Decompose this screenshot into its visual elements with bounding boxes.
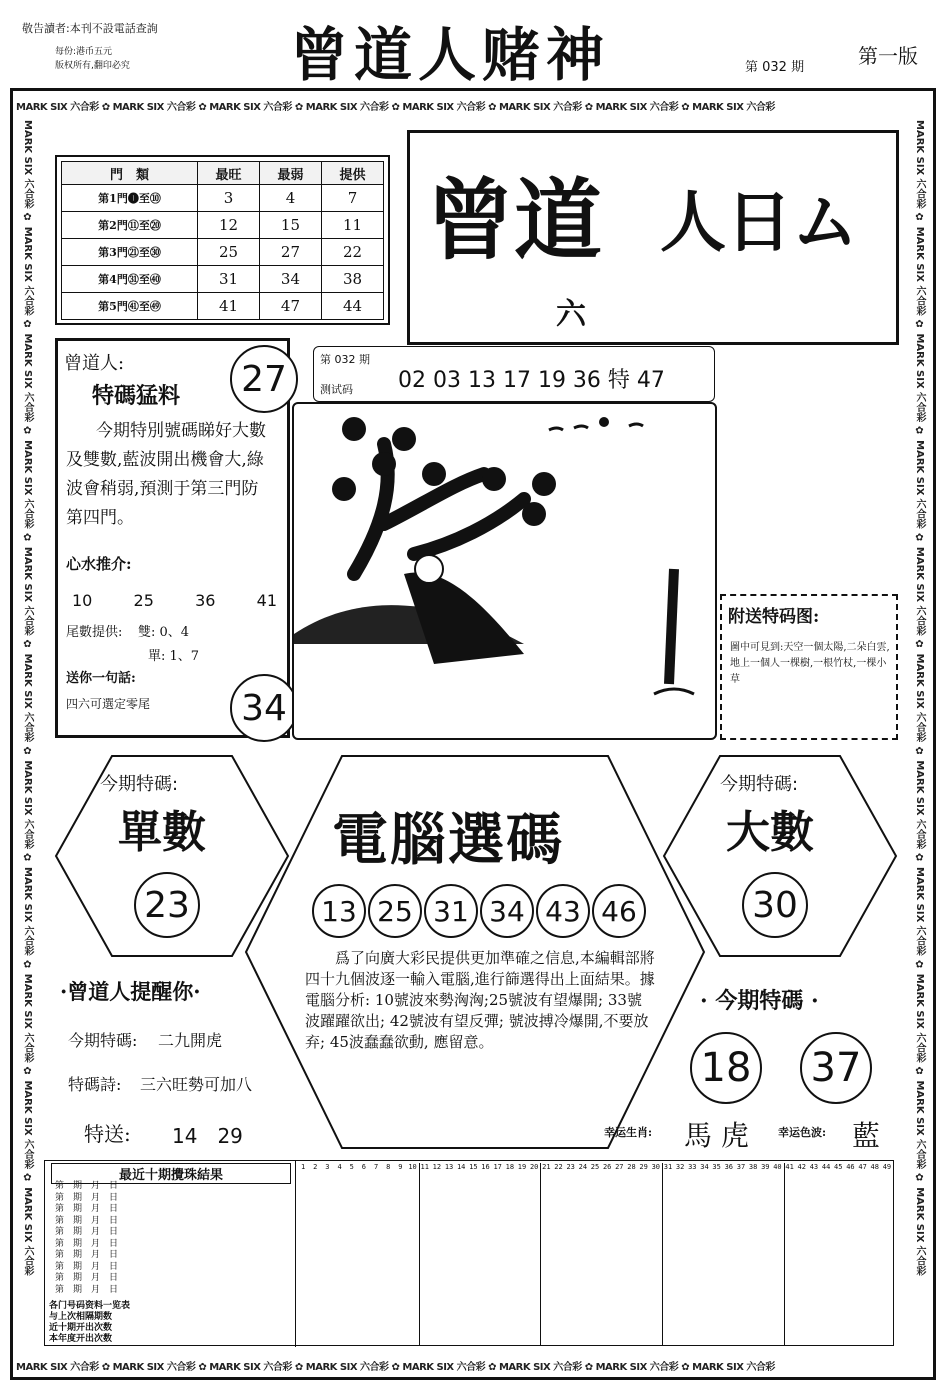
door-cold: 4: [259, 185, 321, 212]
results-row: 第 期 月 日: [55, 1192, 119, 1203]
door-offer: 11: [321, 212, 383, 239]
xinshui-num: 36: [195, 591, 216, 610]
picture-note-title: 附送特码图:: [728, 607, 820, 627]
hex-right-label: 今期特碼:: [720, 774, 799, 795]
right-tema-title: · 今期特碼 ·: [700, 988, 819, 1014]
results-grid-col: 10: [406, 1163, 419, 1345]
results-grid-col: 35: [712, 1163, 721, 1171]
results-grid-col: 27: [615, 1163, 624, 1171]
picture-note: [720, 594, 898, 740]
results-grid-col: 22: [554, 1163, 563, 1171]
illustration: [292, 402, 717, 740]
results-grid-col: 40: [771, 1163, 784, 1345]
door-cold: 15: [259, 212, 321, 239]
results-grid-col: 7: [373, 1163, 379, 1171]
results-grid-col: 8: [386, 1163, 391, 1171]
results-row: 第 期 月 日: [55, 1181, 119, 1191]
results-grid-col: 20: [528, 1163, 541, 1345]
results-grid-col: 12: [432, 1163, 442, 1171]
results-rows: [55, 1181, 118, 1296]
results-grid-col: 17: [493, 1163, 502, 1171]
computer-numbers: [312, 884, 646, 938]
results-grid-col: 39: [761, 1163, 770, 1171]
table-row: [62, 266, 384, 293]
results-footer-row: 各门号码资料一览表: [49, 1301, 131, 1311]
door-label: 第5門㊶至㊾: [62, 293, 198, 320]
saying-text: 四六可選定零尾: [66, 697, 151, 711]
tail-even: 雙: 0、4: [138, 625, 190, 640]
results-grid-col: 48: [870, 1163, 879, 1171]
xinshui-numbers: [72, 591, 277, 610]
test-code-label: 测试码: [320, 383, 353, 396]
results-grid-col: 33: [688, 1163, 697, 1171]
results-row: 第 期 月 日: [55, 1250, 119, 1260]
table-row: [62, 239, 384, 266]
results-grid-col: 45: [834, 1163, 843, 1171]
results-grid-col: 30: [650, 1163, 663, 1345]
hex-right-num: 30: [742, 872, 808, 938]
results-grid-col: 21: [542, 1163, 551, 1171]
reminder-poem-value: 三六旺勢可加八: [140, 1075, 253, 1094]
reminder-gift-nums: 14 29: [172, 1124, 243, 1148]
issue-number: 第 032 期: [745, 60, 805, 75]
results-grid-col: 28: [627, 1163, 636, 1171]
door-label: 第3門㉑至㉚: [62, 239, 198, 266]
door-cold: 27: [259, 239, 321, 266]
notice-line2: 每份:港币五元: [55, 47, 113, 57]
door-table-box: [55, 155, 390, 325]
results-row: 第 期 月 日: [55, 1238, 119, 1249]
results-grid-col: 9: [398, 1163, 403, 1171]
results-grid-col: 44: [821, 1163, 831, 1171]
right-tema-num: 18: [690, 1032, 762, 1104]
results-grid-col: 23: [566, 1163, 575, 1171]
reminder-gift-label: 特送:: [84, 1122, 131, 1146]
left-circle-top: 27: [230, 345, 298, 413]
xinshui-label: 心水推介:: [66, 555, 132, 573]
results-grid-col: 43: [809, 1163, 819, 1171]
results-grid-col: 5: [349, 1163, 354, 1171]
results-footer: [49, 1301, 130, 1345]
results-table: [44, 1160, 894, 1346]
door-label: 第4門㉛至㊵: [62, 266, 198, 293]
ad-strip-left: MARK SIX 六合彩 ✿ MARK SIX 六合彩 ✿ MARK SIX 六合彩 ✿ MARK SIX 六合彩 ✿ MARK SIX 六合彩 ✿ MARK SIX 六合彩 ✿ MARK SIX 六合彩 ✿ MARK SIX 六合彩 ✿ MARK SIX 六合彩 ✿ MARK SIX 六合彩 ✿ MARK SIX 六合彩: [22, 120, 33, 1276]
results-row: 第 期 月 日: [55, 1227, 119, 1237]
test-code-numbers: 02 03 13 17 19 36 特 47: [398, 368, 665, 393]
door-cold: 34: [259, 266, 321, 293]
right-tema-num: 37: [800, 1032, 872, 1104]
results-left: [45, 1161, 296, 1347]
door-offer: 22: [321, 239, 383, 266]
results-grid-col: 46: [846, 1163, 855, 1171]
results-row: 第 期 月 日: [55, 1261, 119, 1272]
door-label: 第2門⑪至⑳: [62, 212, 198, 239]
left-circle-bottom: 34: [230, 674, 298, 742]
ad-strip-right: MARK SIX 六合彩 ✿ MARK SIX 六合彩 ✿ MARK SIX 六合彩 ✿ MARK SIX 六合彩 ✿ MARK SIX 六合彩 ✿ MARK SIX 六合彩 ✿ MARK SIX 六合彩 ✿ MARK SIX 六合彩 ✿ MARK SIX 六合彩 ✿ MARK SIX 六合彩 ✿ MARK SIX 六合彩: [914, 120, 925, 1276]
notice-line3: 版权所有,翻印必究: [55, 61, 130, 71]
results-grid-col: 3: [325, 1163, 330, 1171]
results-footer-row: 本年度开出次数: [49, 1334, 113, 1344]
computer-title: 電腦選碼: [332, 807, 564, 873]
results-title: 最近十期攪珠結果: [51, 1163, 291, 1184]
computer-num: 43: [536, 884, 590, 938]
reminder-title: ·曾道人提醒你·: [60, 979, 201, 1004]
results-grid-col: 18: [505, 1163, 515, 1171]
results-grid-col: 37: [736, 1163, 746, 1171]
tree-man-illustration: [294, 404, 715, 738]
xinshui-num: 25: [133, 591, 154, 610]
results-grid-col: 29: [639, 1163, 648, 1171]
results-grid-col: 26: [602, 1163, 612, 1171]
results-grid-col: 36: [724, 1163, 733, 1171]
hex-left-big: 單數: [118, 807, 206, 858]
lucky-animal-label: 幸运生肖:: [604, 1126, 653, 1139]
reminder-tema-value: 二九開虎: [158, 1031, 223, 1050]
table-row: [62, 212, 384, 239]
logo-sub: 六: [556, 297, 586, 332]
door-hot: 3: [198, 185, 260, 212]
results-grid-col: 32: [675, 1163, 685, 1171]
results-grid-col: 16: [481, 1163, 490, 1171]
tail-label: 尾數提供:: [66, 625, 123, 640]
results-grid-col: 42: [797, 1163, 806, 1171]
results-grid-col: 1: [300, 1163, 306, 1171]
door-label: 第1門❶至⑩: [62, 185, 198, 212]
door-header-type: 門 類: [62, 162, 198, 185]
results-grid-col: 31: [663, 1163, 673, 1171]
left-panel-author: 曾道人:: [64, 353, 125, 374]
door-hot: 41: [198, 293, 260, 320]
results-row: 第 期 月 日: [55, 1273, 119, 1283]
results-grid-col: 34: [700, 1163, 709, 1171]
xinshui-num: 10: [72, 591, 93, 610]
results-grid: [297, 1161, 893, 1347]
test-code-issue: 第 032 期: [320, 353, 370, 366]
door-header-hot: 最旺: [198, 162, 260, 185]
xinshui-num: 41: [256, 591, 277, 610]
door-cold: 47: [259, 293, 321, 320]
left-panel-heading: 特碼猛料: [92, 383, 181, 409]
door-header-cold: 最弱: [259, 162, 321, 185]
computer-num: 31: [424, 884, 478, 938]
door-offer: 44: [321, 293, 383, 320]
left-panel-body: 今期特別號碼睇好大數及雙數,藍波開出機會大,綠波會稍弱,預測于第三門防第四門。: [66, 421, 266, 528]
results-grid-col: 6: [361, 1163, 366, 1171]
results-footer-row: 与上次相隔期数: [49, 1312, 113, 1322]
hex-left-num: 23: [134, 872, 200, 938]
table-row: [62, 293, 384, 320]
door-table: [61, 161, 384, 320]
results-grid-col: 13: [444, 1163, 454, 1171]
lucky-animal: 馬 虎: [684, 1119, 749, 1152]
results-grid-col: 14: [456, 1163, 466, 1171]
results-grid-col: 41: [785, 1163, 794, 1171]
computer-num: 46: [592, 884, 646, 938]
door-header-offer: 提供: [321, 162, 383, 185]
results-row: 第 期 月 日: [55, 1215, 119, 1226]
logo-text-1: 曾道: [426, 168, 603, 272]
computer-num: 34: [480, 884, 534, 938]
computer-num: 25: [368, 884, 422, 938]
logo-box: [407, 130, 899, 345]
notice-line1: 敬告讀者:本刊不設電話查詢: [22, 22, 158, 35]
page-title: 曾道人赌神: [290, 21, 611, 89]
results-grid-col: 19: [517, 1163, 527, 1171]
test-code-box: [313, 346, 715, 402]
results-grid-col: 25: [590, 1163, 600, 1171]
lucky-color: 藍: [852, 1119, 881, 1152]
results-grid-col: 4: [337, 1163, 342, 1171]
saying-label: 送你一句話:: [66, 671, 136, 686]
hex-right-big: 大數: [726, 807, 814, 858]
ad-strip-top: MARK SIX 六合彩 ✿ MARK SIX 六合彩 ✿ MARK SIX 六合彩 ✿ MARK SIX 六合彩 ✿ MARK SIX 六合彩 ✿ MARK SIX 六合彩 ✿ MARK SIX 六合彩 ✿ MARK SIX 六合彩: [16, 102, 775, 113]
computer-text: 爲了向廣大彩民提供更加準確之信息,本編輯部將四十九個波逐一輸入電腦,進行篩選得出上面結果。據電腦分析: 10號波來勢洶洶;25號波有望爆開; 33號波躍躍欲出; 42號波有望反彈; 號波搏冷爆開,不要放弃; 45波蠢蠢欲動, 應留意。: [305, 949, 655, 1051]
tail-odd: 單: 1、7: [148, 649, 200, 664]
door-offer: 7: [321, 185, 383, 212]
results-grid-col: 15: [469, 1163, 478, 1171]
results-grid-col: 49: [882, 1163, 892, 1171]
ad-strip-bottom: MARK SIX 六合彩 ✿ MARK SIX 六合彩 ✿ MARK SIX 六合彩 ✿ MARK SIX 六合彩 ✿ MARK SIX 六合彩 ✿ MARK SIX 六合彩 ✿ MARK SIX 六合彩 ✿ MARK SIX 六合彩: [16, 1362, 775, 1373]
door-offer: 38: [321, 266, 383, 293]
computer-num: 13: [312, 884, 366, 938]
lucky-color-label: 幸运色波:: [778, 1126, 827, 1139]
results-grid-col: 38: [748, 1163, 758, 1171]
door-hot: 31: [198, 266, 260, 293]
hex-left-label: 今期特碼:: [100, 774, 179, 795]
results-footer-row: 近十期开出次数: [49, 1323, 113, 1333]
door-hot: 25: [198, 239, 260, 266]
results-grid-col: 47: [858, 1163, 867, 1171]
results-grid-col: 2: [313, 1163, 318, 1171]
picture-note-text: 圖中可見到:天空一個太陽,二朵白雲,地上一個人一棵樹,一根竹杖,一棵小草: [730, 642, 890, 685]
reminder-poem-label: 特碼詩:: [68, 1075, 122, 1094]
logo-text-2: 人日ム: [660, 183, 858, 261]
table-row: [62, 185, 384, 212]
results-grid-col: 11: [420, 1163, 429, 1171]
results-row: 第 期 月 日: [55, 1284, 119, 1295]
reminder-tema-label: 今期特碼:: [68, 1031, 138, 1050]
results-row: 第 期 月 日: [55, 1204, 119, 1214]
door-hot: 12: [198, 212, 260, 239]
results-grid-col: 24: [578, 1163, 588, 1171]
edition-label: 第一版: [858, 44, 918, 68]
